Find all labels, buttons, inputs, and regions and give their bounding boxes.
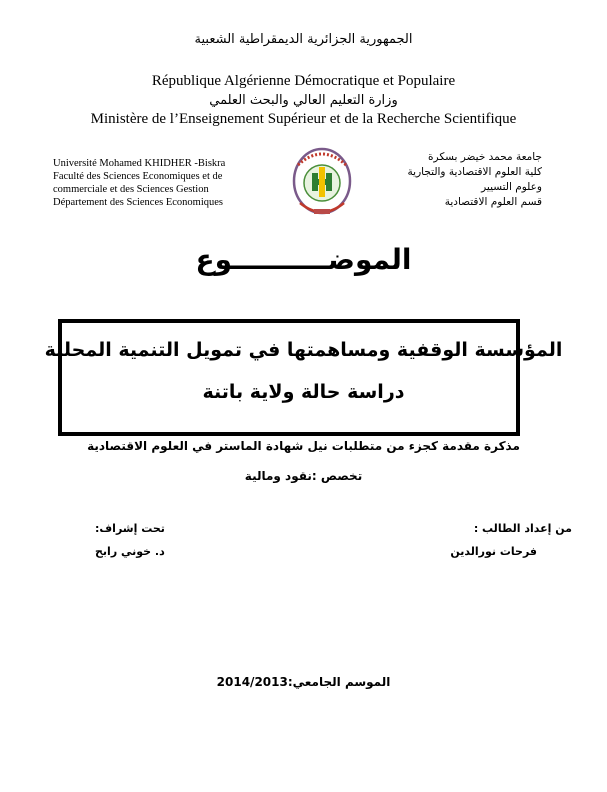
ministry-french: Ministère de l’Enseignement Supérieur et de la Recherche Scientifique: [90, 111, 517, 127]
thesis-subtitle: دراسة حالة ولاية باتنة: [202, 381, 405, 403]
specialty: تخصص :نقود ومالية: [244, 469, 363, 483]
student-label: من إعداد الطالب :: [473, 522, 572, 535]
faculty-line: كلية العلوم الاقتصادية والتجارية: [407, 166, 542, 178]
faculty-line: Faculté des Sciences Economiques et de: [53, 171, 223, 182]
subject-heading: الموضــــــــــوع: [195, 243, 412, 276]
university-line: Université Mohamed KHIDHER -Biskra: [53, 158, 226, 169]
university-info-arabic: [342, 150, 542, 210]
republic-arabic: الجمهورية الجزائرية الديمقراطية الشعبية: [194, 32, 413, 47]
student-name: فرحات نورالدين: [450, 545, 537, 558]
title-frame: [58, 319, 520, 436]
faculty-line: commerciale et des Sciences Gestion: [53, 184, 209, 195]
memo-description: مذكرة مقدمة كجزء من متطلبات نيل شهادة الماستر في العلوم الاقتصادية: [87, 439, 520, 453]
department-line: Département des Sciences Economiques: [53, 197, 223, 208]
republic-french: République Algérienne Démocratique et Populaire: [151, 73, 456, 89]
department-line: قسم العلوم الاقتصادية: [444, 196, 542, 208]
university-info-french: [53, 157, 278, 209]
supervisor-label: تحت إشراف:: [95, 522, 165, 535]
thesis-title: المؤسسة الوقفية ومساهمتها في تمويل التنمية المحلية: [44, 339, 563, 361]
supervisor-name: د. خوني رابح: [95, 545, 165, 558]
academic-year: الموسم الجامعي:2014/2013: [216, 675, 391, 689]
faculty-line: وعلوم التسيير: [481, 181, 542, 193]
ministry-arabic: وزارة التعليم العالي والبحث العلمي: [209, 93, 398, 108]
university-line: جامعة محمد خيضر بسكرة: [428, 151, 542, 163]
